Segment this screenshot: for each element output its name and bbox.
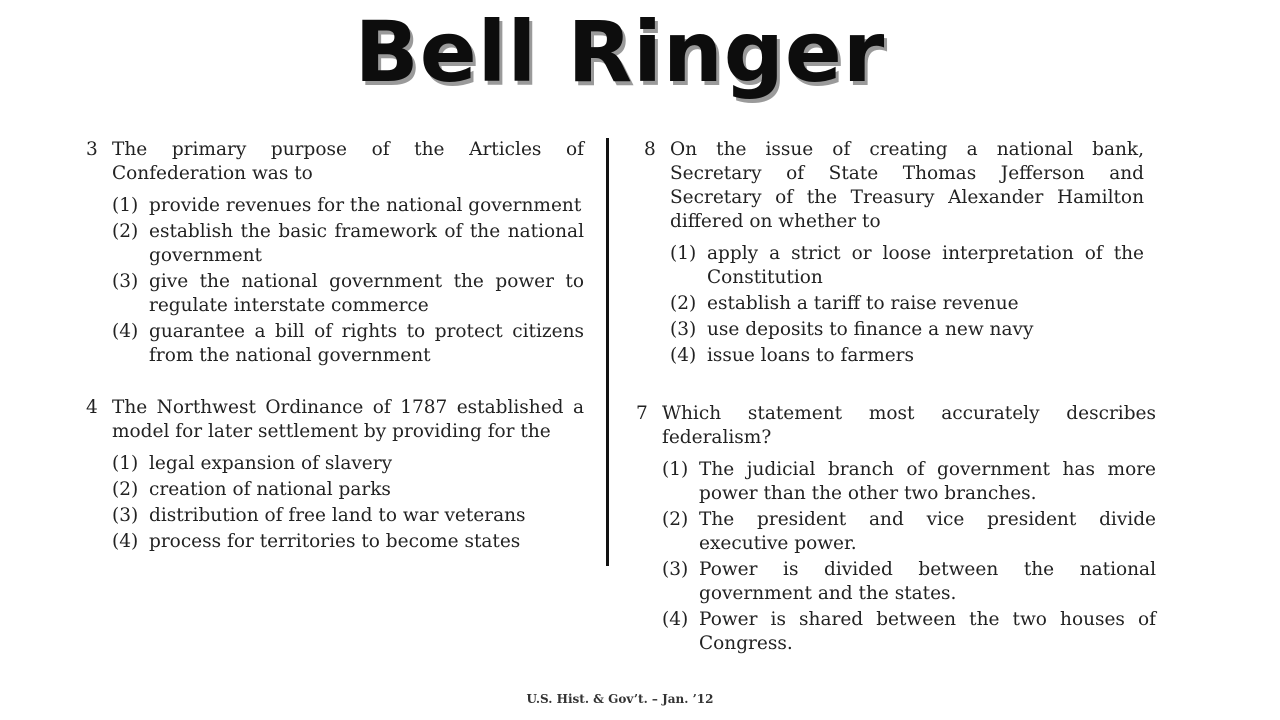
option-text: legal expansion of slavery	[149, 453, 393, 474]
answer-option	[662, 508, 1156, 556]
option-text: The judicial branch of government has more power than the other two branches.	[699, 459, 1156, 504]
option-number: (2)	[112, 221, 139, 242]
question-number: 8	[644, 139, 656, 160]
question-8	[644, 138, 1144, 370]
answer-option	[112, 478, 584, 502]
option-text: creation of national parks	[149, 479, 391, 500]
option-number: (3)	[670, 319, 697, 340]
question-number: 7	[636, 403, 648, 424]
option-number: (3)	[662, 559, 689, 580]
answer-option	[670, 318, 1144, 342]
option-number: (3)	[112, 505, 139, 526]
option-text: guarantee a bill of rights to protect citizens from the national government	[149, 321, 584, 366]
source-footer: U.S. Hist. & Gov’t. – Jan. ’12	[526, 692, 714, 706]
question-3	[86, 138, 584, 370]
option-text: provide revenues for the national government	[149, 195, 582, 216]
option-text: distribution of free land to war veterans	[149, 505, 526, 526]
option-text: issue loans to farmers	[707, 345, 915, 366]
option-number: (4)	[670, 345, 697, 366]
question-stem: On the issue of creating a national bank, Secretary of State Thomas Jefferson and Secretary of the Treasury Alexander Hamilton differed on whether to	[670, 139, 1144, 232]
option-number: (2)	[662, 509, 689, 530]
option-number: (4)	[662, 609, 689, 630]
answer-option	[112, 320, 584, 368]
answer-option	[670, 292, 1144, 316]
answer-options	[636, 458, 1156, 656]
option-number: (1)	[662, 459, 689, 480]
option-text: The president and vice president divide executive power.	[699, 509, 1156, 554]
answer-option	[662, 458, 1156, 506]
answer-options	[86, 452, 584, 554]
column-divider	[606, 138, 609, 566]
option-number: (2)	[670, 293, 697, 314]
option-number: (1)	[112, 195, 139, 216]
question-4	[86, 396, 584, 556]
answer-option	[112, 220, 584, 268]
option-text: establish a tariff to raise revenue	[707, 293, 1019, 314]
question-number: 3	[86, 139, 98, 160]
answer-option	[662, 558, 1156, 606]
option-number: (1)	[112, 453, 139, 474]
option-text: establish the basic framework of the national government	[149, 221, 584, 266]
option-number: (3)	[112, 271, 139, 292]
answer-option	[112, 530, 584, 554]
option-number: (4)	[112, 321, 139, 342]
question-7	[636, 402, 1156, 658]
answer-option	[112, 452, 584, 476]
option-text: give the national government the power to regulate interstate commerce	[149, 271, 584, 316]
answer-option	[670, 344, 1144, 368]
option-number: (2)	[112, 479, 139, 500]
question-stem: Which statement most accurately describes federalism?	[662, 403, 1156, 448]
option-text: process for territories to become states	[149, 531, 521, 552]
option-text: apply a strict or loose interpretation of the Constitution	[707, 243, 1144, 288]
question-number: 4	[86, 397, 98, 418]
answer-options	[644, 242, 1144, 368]
answer-option	[670, 242, 1144, 290]
answer-options	[86, 194, 584, 368]
option-text: use deposits to finance a new navy	[707, 319, 1034, 340]
question-stem: The primary purpose of the Articles of Confederation was to	[112, 139, 584, 184]
answer-option	[112, 194, 584, 218]
option-text: Power is shared between the two houses of Congress.	[699, 609, 1156, 654]
option-number: (1)	[670, 243, 697, 264]
option-text: Power is divided between the national government and the states.	[699, 559, 1156, 604]
option-number: (4)	[112, 531, 139, 552]
question-stem: The Northwest Ordinance of 1787 established a model for later settlement by providing for the	[112, 397, 584, 442]
answer-option	[112, 504, 584, 528]
page-title: Bell Ringer	[354, 3, 886, 101]
answer-option	[662, 608, 1156, 656]
answer-option	[112, 270, 584, 318]
